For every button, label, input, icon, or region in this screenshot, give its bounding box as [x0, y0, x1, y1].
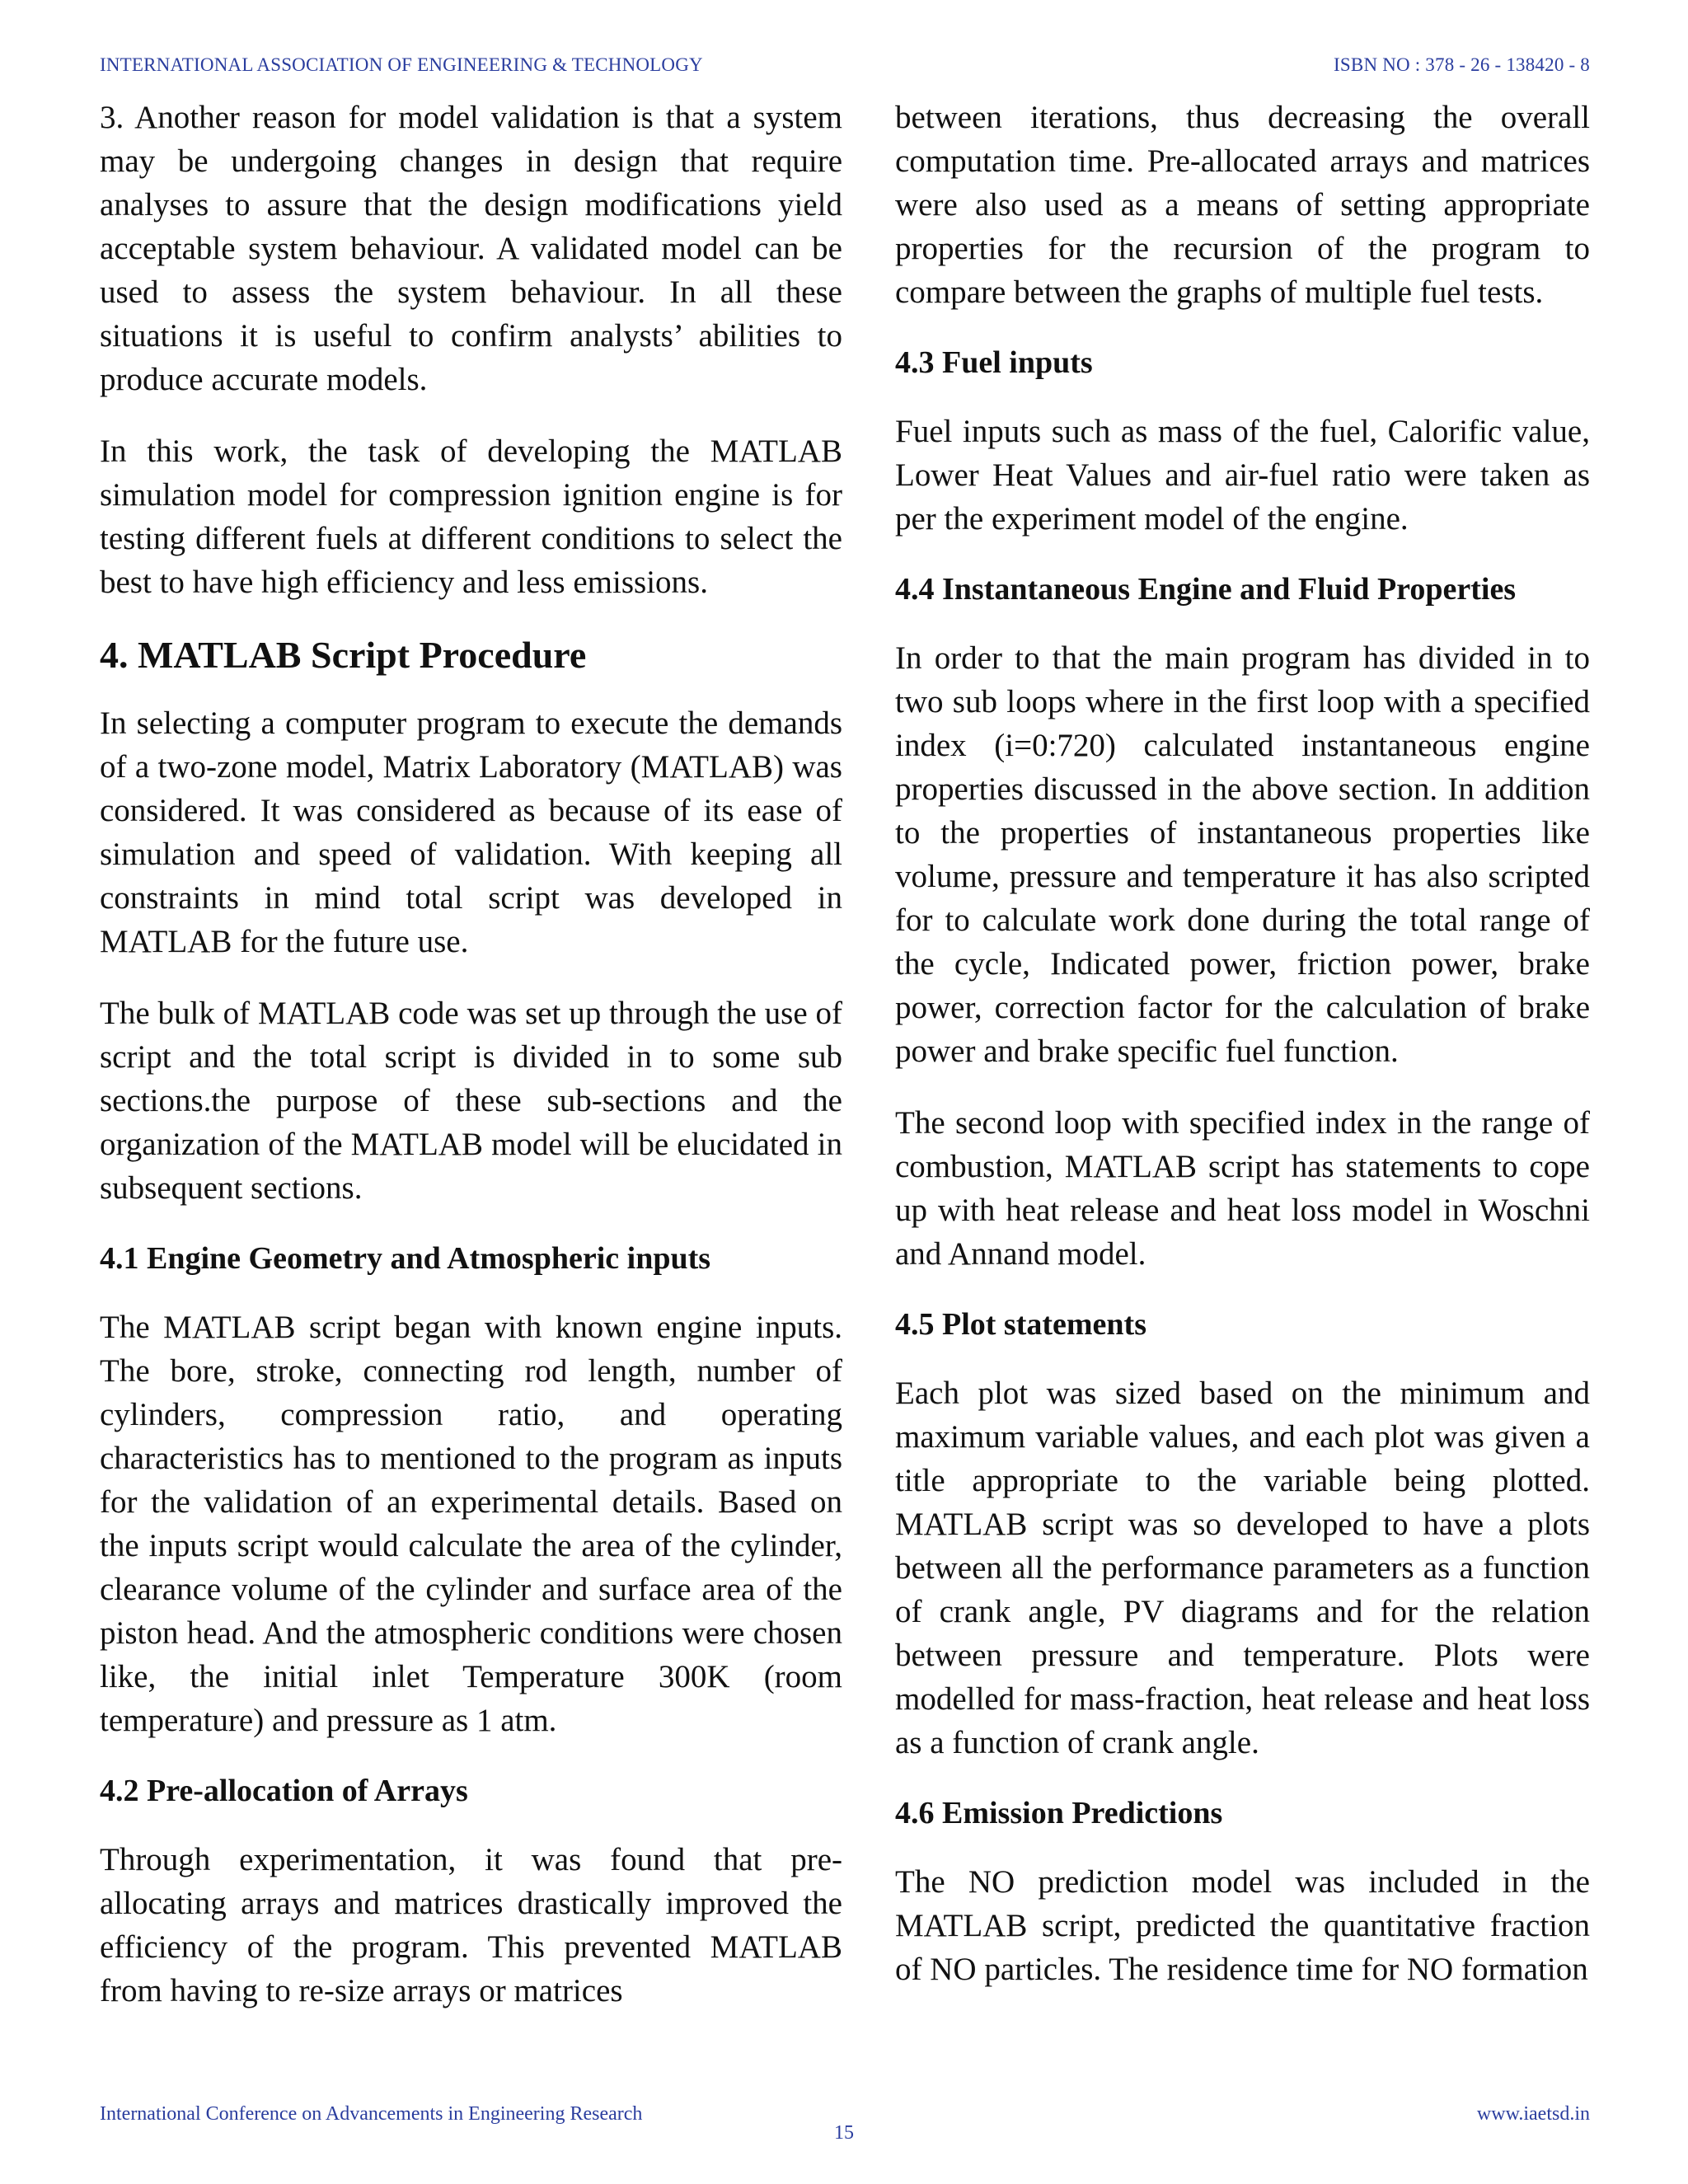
paragraph: The second loop with specified index in the range of combustion, MATLAB script has statements to cope up with heat release and heat loss model in Woschni and Annand model.	[895, 1105, 1590, 1272]
right-column	[895, 96, 1590, 2019]
paragraph: In this work, the task of developing the MATLAB simulation model for compression ignition engine is for testing different fuels at different conditions to select the best to have high efficiency and less emissions.	[100, 434, 842, 600]
paragraph: Each plot was sized based on the minimum and maximum variable values, and each plot was given a title appropriate to the variable being plotted. MATLAB script was so developed to have a plots between all the performance parameters as a function of crank angle, PV diagrams and for the relation between pressure and temperature. Plots were modelled for mass-fraction, heat release and heat loss as a function of crank angle.	[895, 1376, 1590, 1760]
page-number: 15	[834, 2122, 854, 2144]
footer-conference-name: International Conference on Advancements in Engineering Research	[100, 2103, 643, 2125]
section-heading: 4. MATLAB Script Procedure	[100, 634, 587, 676]
left-column	[100, 96, 842, 2041]
paragraph: In selecting a computer program to execute the demands of a two-zone model, Matrix Laboratory (MATLAB) was considered. It was considered as because of its ease of simulation and speed of validation. With keeping all constraints in mind total script was developed in MATLAB for the future use.	[100, 705, 842, 959]
paragraph: The bulk of MATLAB code was set up through the use of script and the total script is divided in to some sub sections.the purpose of these sub-sections and the organization of the MATLAB model will be elucidated in subsequent sections.	[100, 996, 842, 1206]
subsection-heading: 4.3 Fuel inputs	[895, 345, 1093, 380]
subsection-heading: 4.4 Instantaneous Engine and Fluid Properties	[895, 572, 1517, 607]
subsection-heading: 4.2 Pre-allocation of Arrays	[100, 1774, 468, 1808]
paragraph: 3. Another reason for model validation is that a system may be undergoing changes in design that require analyses to assure that the design modifications yield acceptable system behaviour. A validated model can be used to assess the system behaviour. In all these situations it is useful to confirm analysts’ abilities to produce accurate models.	[100, 100, 842, 397]
header-isbn: ISBN NO : 378 - 26 - 138420 - 8	[1334, 54, 1590, 75]
paragraph: The MATLAB script began with known engine inputs. The bore, stroke, connecting rod length, number of cylinders, compression ratio, and operating characteristics has to mentioned to the program as inputs for the validation of an experimental details. Based on the inputs script would calculate the area of the cylinder, clearance volume of the cylinder and surface area of the piston head. And the atmospheric conditions were chosen like, the initial inlet Temperature 300K (room temperature) and pressure as 1 atm.	[100, 1310, 842, 1738]
subsection-heading: 4.5 Plot statements	[895, 1307, 1146, 1342]
paragraph: between iterations, thus decreasing the overall computation time. Pre-allocated arrays and matrices were also used as a means of setting appropriate properties for the recursion of the program to compare between the graphs of multiple fuel tests.	[895, 100, 1590, 310]
paragraph: The NO prediction model was included in the MATLAB script, predicted the quantitative fraction of NO particles. The residence time for NO formation	[895, 1864, 1590, 1987]
subsection-heading: 4.1 Engine Geometry and Atmospheric inputs	[100, 1241, 711, 1276]
subsection-heading: 4.6 Emission Predictions	[895, 1796, 1223, 1830]
paragraph: Fuel inputs such as mass of the fuel, Calorific value, Lower Heat Values and air-fuel ratio were taken as per the experiment model of the engine.	[895, 414, 1590, 537]
paragraph: In order to that the main program has divided in to two sub loops where in the first loop with a specified index (i=0:720) calculated instantaneous engine properties discussed in the above section. In addition to the properties of instantaneous properties like volume, pressure and temperature it has also scripted for to calculate work done during the total range of the cycle, Indicated power, friction power, brake power, correction factor for the calculation of brake power and brake specific fuel function.	[895, 640, 1590, 1069]
paragraph: Through experimentation, it was found that pre-allocating arrays and matrices drastically improved the efficiency of the program. This prevented MATLAB from having to re-size arrays or matrices	[100, 1842, 842, 2008]
header-journal-name: INTERNATIONAL ASSOCIATION OF ENGINEERING & TECHNOLOGY	[100, 54, 703, 75]
footer-website: www.iaetsd.in	[1476, 2103, 1590, 2125]
